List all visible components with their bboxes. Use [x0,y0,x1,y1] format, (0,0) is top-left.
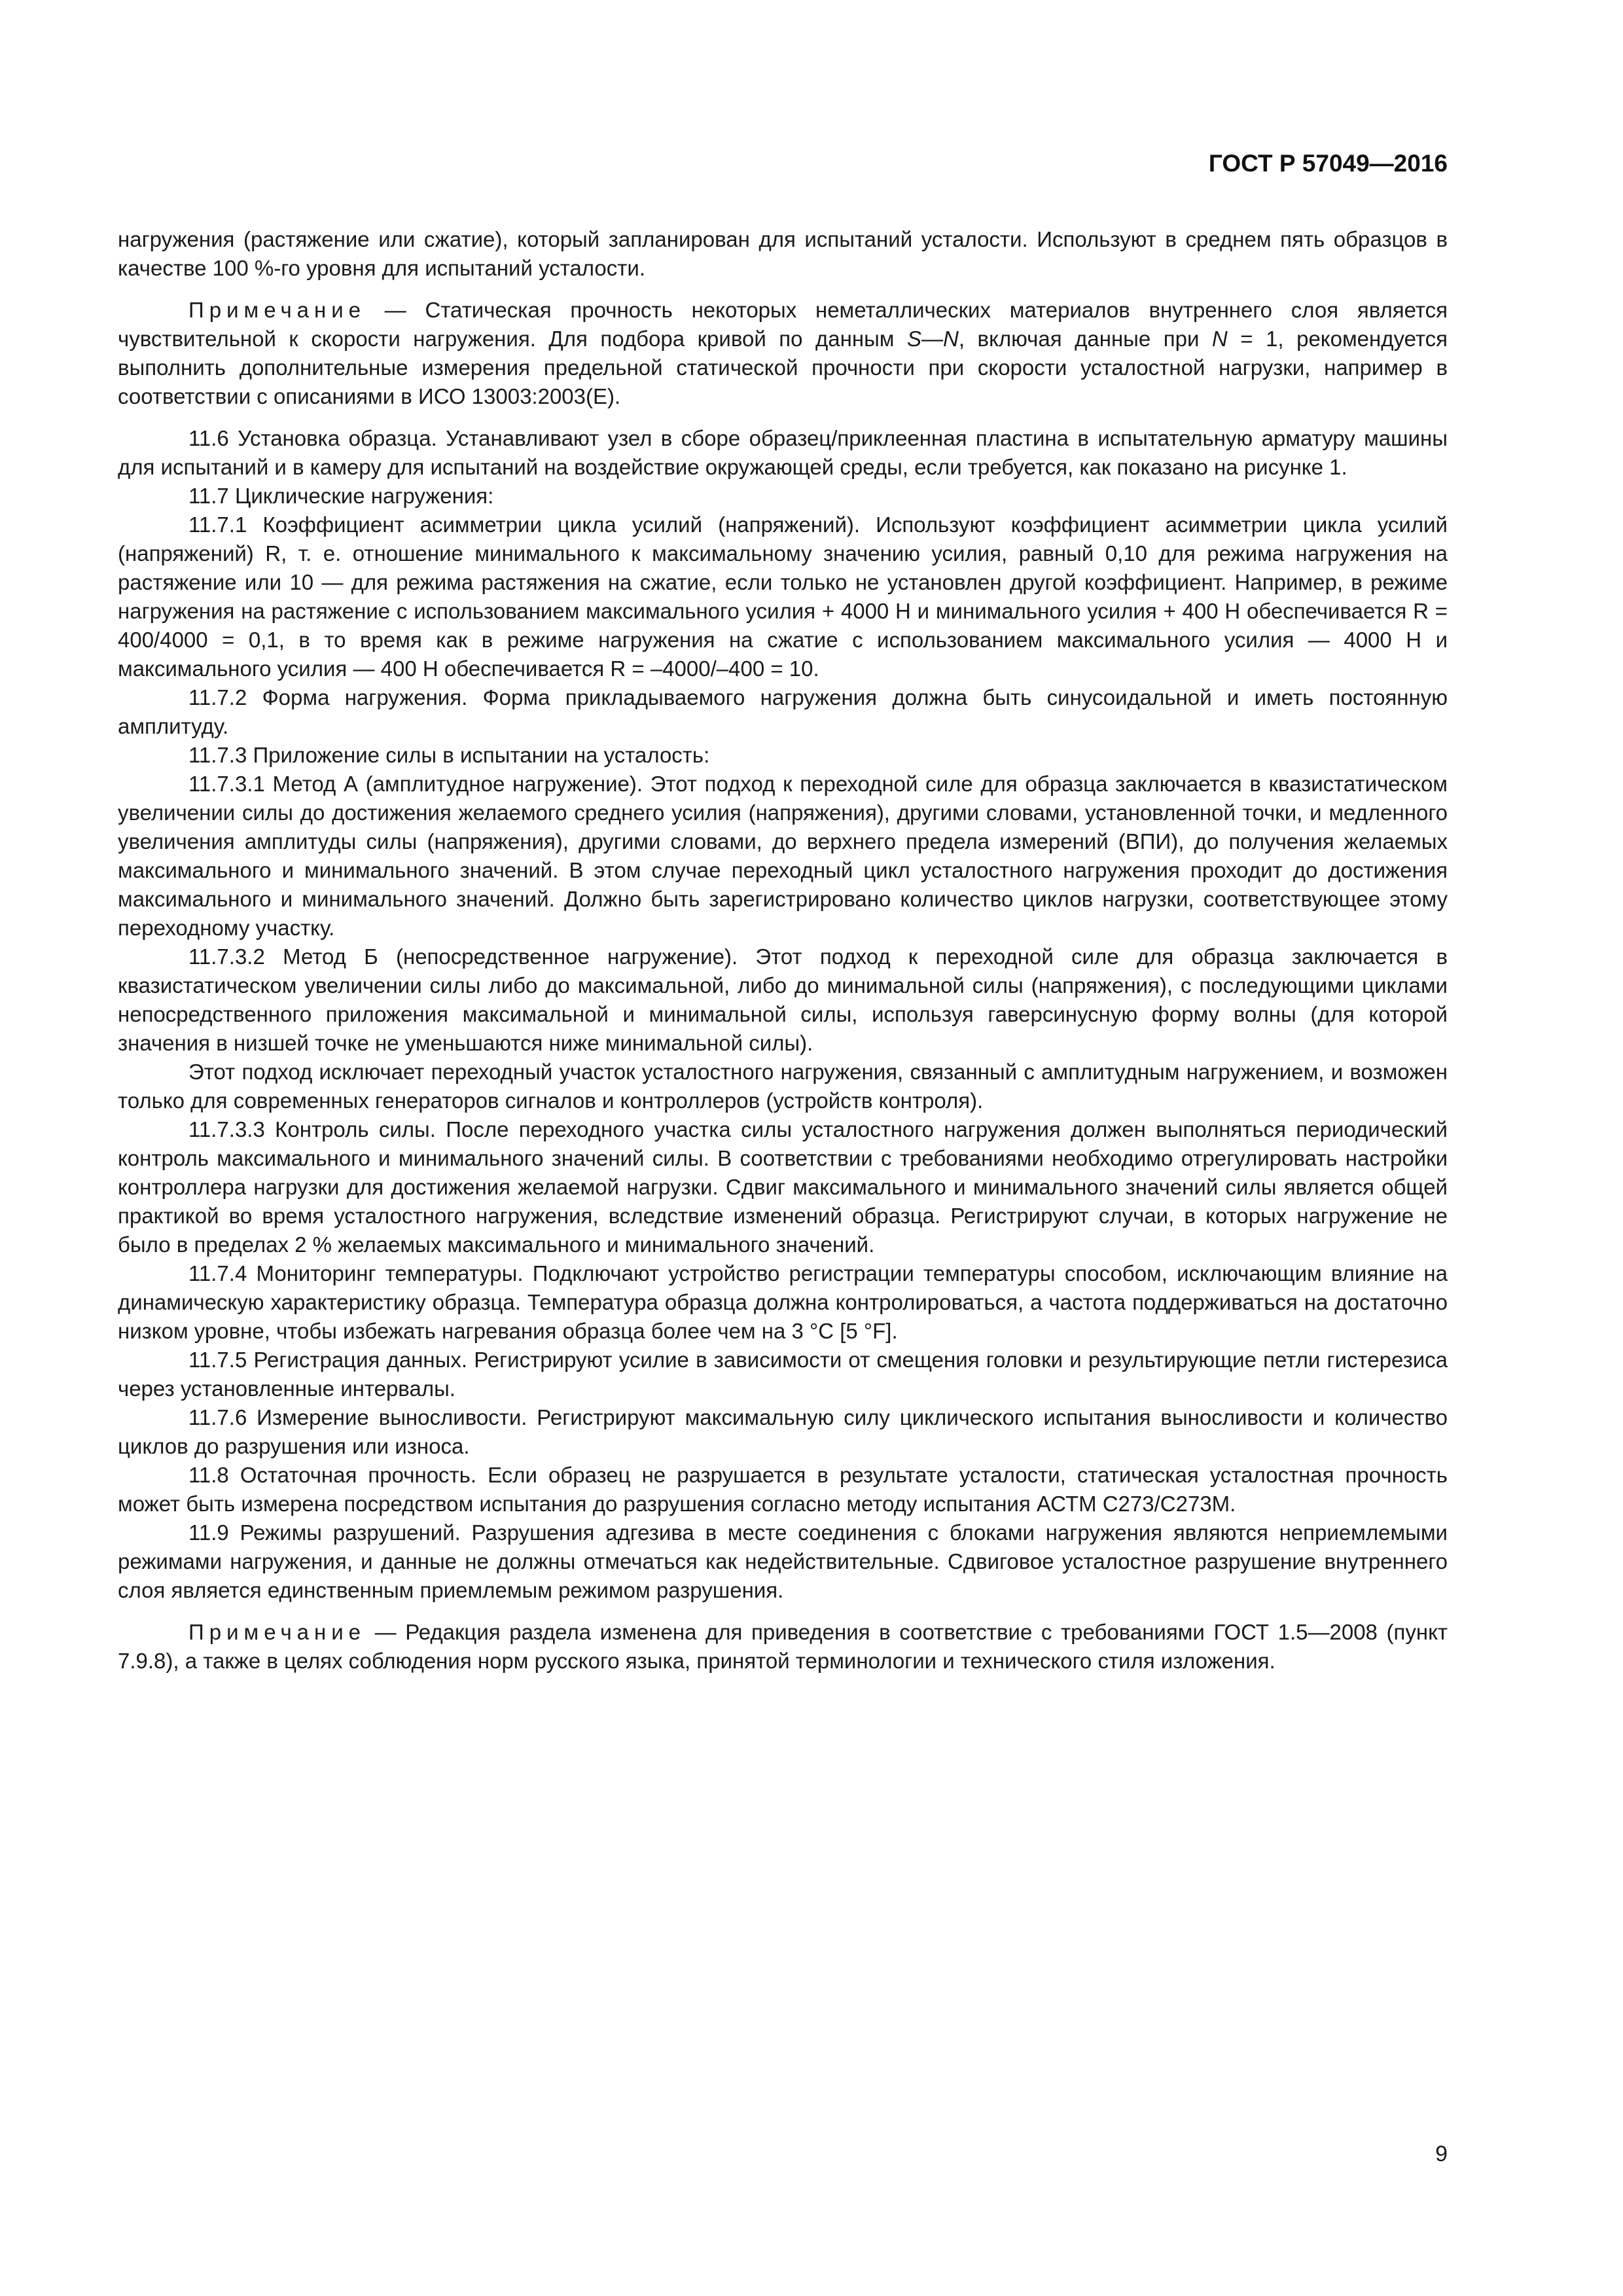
note-label: Примечание [188,298,366,322]
page-number: 9 [1435,2142,1448,2166]
document-header [118,149,1448,178]
section-11-7-2: 11.7.2 Форма нагружения. Форма прикладываемого нагружения должна быть синусоидальной и иметь постоянную амплитуду. [118,685,1448,738]
note-paragraph: Примечание — Статическая прочность некоторых неметаллических материалов внутреннего слоя является чувствительной к скорости нагружения. Для подбора кривой по данным S—N, включая данные при N = 1, рекомендуется выполнить дополнительные измерения предельной статической прочности при скорости усталостной нагрузки, например в соответствии с описаниями в ИСО 13003:2003(Е). [118,298,1448,408]
section-11-9: 11.9 Режимы разрушений. Разрушения адгезива в месте соединения с блоками нагружения являются неприемлемыми режимами нагружения, и данные не должны отмечаться как недействительные. Сдвиговое усталостное разрушение внутреннего слоя является единственным приемлемым режимом разрушения. [118,1520,1448,1602]
section-11-7-3-2-continued: Этот подход исключает переходный участок усталостного нагружения, связанный с амплитудным нагружением, и возможен только для современных генераторов сигналов и контроллеров (устройств контроля). [118,1060,1448,1113]
document-id: ГОСТ Р 57049—2016 [1208,150,1448,177]
section-11-7-3-1: 11.7.3.1 Метод А (амплитудное нагружение). Этот подход к переходной силе для образца заключается в квазистатическом увеличении силы до достижения желаемого среднего усилия (напряжения), другими словами, установленной точки, и медленного увеличения амплитуды силы (напряжения), другими словами, до верхнего предела измерений (ВПИ), до получения желаемых максимального и минимального значений. В этом случае переходный цикл усталостного нагружения проходит до достижения максимального и минимального значений. Должно быть зарегистрировано количество циклов нагрузки, соответствующее этому переходному участку. [118,772,1448,940]
section-11-6: 11.6 Установка образца. Устанавливают узел в сборе образец/приклеенная пластина в испытательную арматуру машины для испытаний и в камеру для испытаний на воздействие окружающей среды, если требуется, как показано на рисунке 1. [118,426,1448,479]
note-label: Примечание [188,1620,366,1644]
section-11-7-1: 11.7.1 Коэффициент асимметрии цикла усилий (напряжений). Используют коэффициент асимметрии цикла усилий (напряжений) R, т. е. отношение минимального к максимальному значению усилия, равный 0,10 для режима нагружения на растяжение или 10 — для режима растяжения на сжатие, если только не установлен другой коэффициент. Например, в режиме нагружения на растяжение с использованием максимального усилия + 4000 Н и минимального усилия + 400 Н обеспечивается R = 400/4000 = 0,1, в то время как в режиме нагружения на сжатие с использованием максимального усилия — 4000 Н и максимального усилия — 400 Н обеспечивается R = –4000/–400 = 10. [118,512,1448,681]
section-11-7: 11.7 Циклические нагружения: [188,484,494,508]
section-11-7-3-3: 11.7.3.3 Контроль силы. После переходного участка силы усталостного нагружения должен выполняться периодический контроль максимального и минимального значений силы. В соответствии с требованиями необходимо отрегулировать настройки контроллера нагрузки для достижения желаемой нагрузки. Сдвиг максимального и минимального значений силы является общей практикой во время усталостного нагружения, вследствие изменений образца. Регистрируют случаи, в которых нагружение не было в пределах 2 % желаемых максимального и минимального значений. [118,1117,1448,1257]
section-11-7-3: 11.7.3 Приложение силы в испытании на усталость: [188,743,710,767]
section-11-7-4: 11.7.4 Мониторинг температуры. Подключают устройство регистрации температуры способом, исключающим влияние на динамическую характеристику образца. Температура образца должна контролироваться, а частота поддерживаться на достаточно низком уровне, чтобы избежать нагревания образца более чем на 3 °C [5 °F]. [118,1261,1448,1343]
paragraph-continuation: нагружения (растяжение или сжатие), который запланирован для испытаний усталости. Используют в среднем пять образцов в качестве 100 %-го уровня для испытаний усталости. [118,227,1448,280]
note-paragraph-editorial: Примечание — Редакция раздела изменена для приведения в соответствие с требованиями ГОСТ 1.5—2008 (пункт 7.9.8), а также в целях соблюдения норм русского языка, принятой терминологии и технического стиля изложения. [118,1620,1448,1673]
document-body [118,225,1448,1676]
page-footer [118,2142,1448,2167]
section-11-7-6: 11.7.6 Измерение выносливости. Регистрируют максимальную силу циклического испытания выносливости и количество циклов до разрушения или износа. [118,1405,1448,1458]
section-11-8: 11.8 Остаточная прочность. Если образец не разрушается в результате усталости, статическая усталостная прочность может быть измерена посредством испытания до разрушения согласно методу испытания АСТМ С273/С273М. [118,1463,1448,1516]
section-11-7-5: 11.7.5 Регистрация данных. Регистрируют усилие в зависимости от смещения головки и результирующие петли гистерезиса через установленные интервалы. [118,1348,1448,1401]
section-11-7-3-2: 11.7.3.2 Метод Б (непосредственное нагружение). Этот подход к переходной силе для образца заключается в квазистатическом увеличении силы либо до максимальной, либо до минимальной силы (напряжения), с последующими циклами непосредственного приложения максимальной и минимальной силы, используя гаверсинусную форму волны (для которой значения в низшей точке не уменьшаются ниже минимальной силы). [118,944,1448,1055]
